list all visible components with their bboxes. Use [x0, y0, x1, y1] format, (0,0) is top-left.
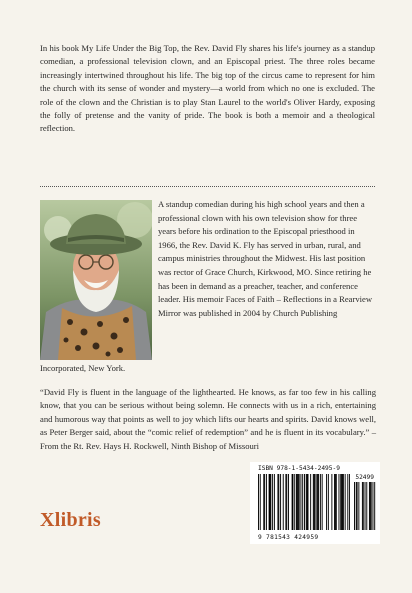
author-bio: A standup comedian during his high school years and then a professional clown with his own television show for three years before his ordination to the Episcopal priesthood in 1966, the Rev. David K. Fly has served in urban, rural, and campus ministries throughout the Midwest. His last position was rector of Grace Church, Kirkwood, MO. Since retiring he has been in demand as a preacher, teacher, and conference leader. His memoir Faces of Faith – Reflections in a Rearview Mirror was published in 2004 by Church Publishing [158, 199, 373, 318]
dotted-divider [40, 186, 375, 187]
price-code: 52499 [355, 474, 374, 481]
barcode-addon-bars [354, 482, 376, 530]
publisher-logo: Xlibris [40, 509, 101, 531]
ean-digits: 9 781543 424959 [258, 534, 319, 541]
author-photo [40, 200, 152, 360]
barcode-bars [258, 474, 350, 530]
barcode [250, 462, 380, 544]
book-description: In his book My Life Under the Big Top, the Rev. David Fly shares his life's journey as a standup comedian, a professional television clown, and an Episcopal priest. The three roles became increasingly intertwined throughout his life. The big top of the circus came to represent for him the church with its sense of wonder and mystery—a world from which no one is excluded. The role of the clown and the Christian is to play Stan Laurel to the world's Oliver Hardy, exposing the folly of pretense and the vanity of pride. The book is both a memoir and a theological reflection. [40, 43, 375, 134]
isbn-label: ISBN 978-1-5434-2495-9 [258, 465, 340, 472]
author-bio-continued: Incorporated, New York. [40, 363, 126, 373]
endorsement-quote: “David Fly is fluent in the language of the lighthearted. He knows, as far too few in his calling know, that you can be serious without being solemn. He connects with us in a rich, entertaining and humorous way that points as well to joy which lifts our hearts and spirits. David knows well, as Peter Berger said, about the “comic relief of redemption” and he is fluent in its vocabulary.” – From the Rt. Rev. Hays H. Rockwell, Ninth Bishop of Missouri [40, 387, 376, 451]
